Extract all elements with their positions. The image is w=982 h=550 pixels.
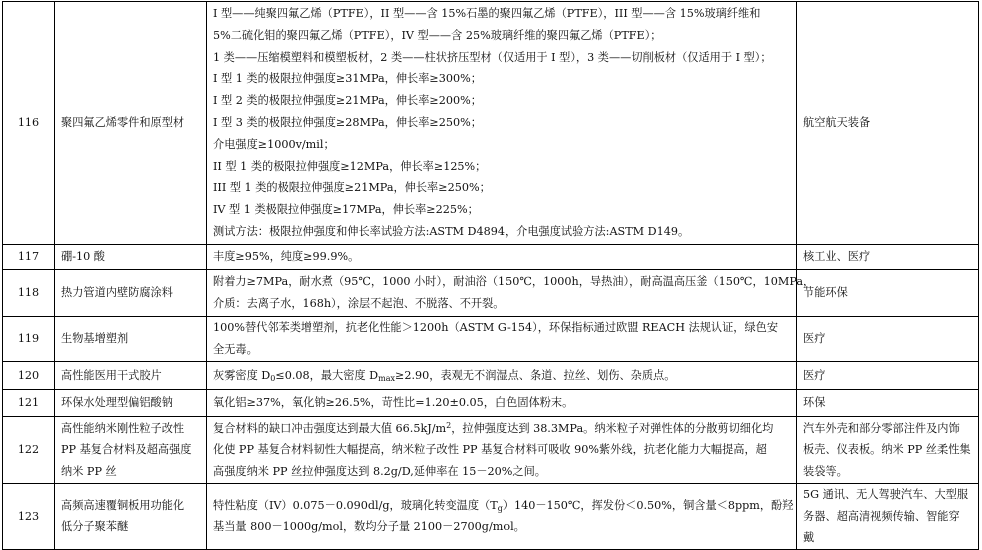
spec-line: 测试方法：极限拉伸强度和伸长率试验方法:ASTM D4894，介电强度试验方法:ASTM D149。 xyxy=(213,224,690,238)
subscript: 0 xyxy=(270,373,276,383)
spec-line: 高强度纳米 PP 丝拉伸强度达到 8.2g/D,延伸率在 15－20%之间。 xyxy=(213,464,546,478)
row-number: 123 xyxy=(3,483,55,549)
product-name xyxy=(55,416,207,483)
spec-line: 化使 PP 基复合材料韧性大幅提高，纳米粒子改性 PP 基复合材料可吸收 90%紫外线，抗老化能力大幅提高，超 xyxy=(213,443,767,457)
application-field xyxy=(797,483,979,549)
app-line: 戴 xyxy=(803,531,815,545)
app-line: 务器、超高清视频传输、智能穿 xyxy=(803,509,960,523)
application-field: 环保 xyxy=(797,389,979,416)
spec-text: ，拉伸强度达到 38.3MPa。纳米粒子对弹性体的分散剪切细化均 xyxy=(451,421,774,435)
product-name: 热力管道内壁防腐涂料 xyxy=(55,269,207,316)
app-line: 板壳、仪表板。纳米 PP 丝柔性集 xyxy=(803,443,971,457)
row-number: 117 xyxy=(3,244,55,269)
spec-line: 100%替代邻苯类增塑剂，抗老化性能＞1200h（ASTM G-154），环保指标通过欧盟 REACH 法规认证，绿色安 xyxy=(213,321,779,335)
app-line: 5G 通讯、无人驾驶汽车、大型服 xyxy=(803,488,969,502)
application-field: 核工业、医疗 xyxy=(797,244,979,269)
technical-spec xyxy=(207,389,797,416)
spec-text: 特性粘度（IV）0.075－0.090dl/g，玻璃化转变温度（T xyxy=(213,498,498,512)
spec-line: IV 型 1 类极限拉伸强度≥17MPa，伸长率≥225%； xyxy=(213,203,479,217)
spec-line xyxy=(213,495,794,517)
table-row xyxy=(3,244,979,269)
table-row xyxy=(3,361,979,389)
name-line: 纳米 PP 丝 xyxy=(61,464,117,478)
spec-text: ≤0.08，最大密度 D xyxy=(275,368,379,382)
name-line: 低分子聚苯醚 xyxy=(61,520,129,534)
spec-line: I 型 1 类的极限拉伸强度≥31MPa，伸长率≥300%； xyxy=(213,72,482,86)
name-line: 高频高速覆铜板用功能化 xyxy=(61,498,185,512)
application-field: 节能环保 xyxy=(797,269,979,316)
superscript: 2 xyxy=(446,420,452,430)
table-row xyxy=(3,389,979,416)
product-name xyxy=(55,483,207,549)
spec-line: 附着力≥7MPa，耐水煮（95℃，1000 小时），耐油浴（150℃，1000h，导热油），耐高温高压釜（150℃，10MPa， xyxy=(213,275,815,289)
name-line: 高性能纳米刚性粒子改性 xyxy=(61,421,185,435)
application-field: 航空航天装备 xyxy=(797,2,979,245)
product-name: 聚四氟乙烯零件和原型材 xyxy=(55,2,207,245)
spec-line xyxy=(213,365,790,387)
product-name: 生物基增塑剂 xyxy=(55,316,207,361)
spec-text: 复合材料的缺口冲击强度达到最大值 66.5kJ/m xyxy=(213,421,447,435)
row-number: 121 xyxy=(3,389,55,416)
spec-line: 1 类——压缩模塑料和模塑板材，2 类——柱状挤压型材（仅适用于 I 型），3 类——切削板材（仅适用于 I 型）； xyxy=(213,50,772,64)
technical-spec xyxy=(207,361,797,389)
technical-spec xyxy=(207,483,797,549)
application-field xyxy=(797,416,979,483)
spec-line: I 型 2 类的极限拉伸强度≥21MPa，伸长率≥200%； xyxy=(213,94,482,108)
table-row xyxy=(3,269,979,316)
spec-line: 丰度≥95%，纯度≥99.9%。 xyxy=(213,250,360,264)
row-number: 119 xyxy=(3,316,55,361)
row-number: 118 xyxy=(3,269,55,316)
technical-spec xyxy=(207,416,797,483)
table-row xyxy=(3,483,979,549)
product-name: 高性能医用干式胶片 xyxy=(55,361,207,389)
spec-line: 介电强度≥1000v/mil； xyxy=(213,137,335,151)
row-number: 120 xyxy=(3,361,55,389)
name-line: PP 基复合材料及超高强度 xyxy=(61,443,192,457)
application-field: 医疗 xyxy=(797,361,979,389)
spec-line: 全无毒。 xyxy=(213,342,258,356)
spec-line: II 型 1 类的极限拉伸强度≥12MPa，伸长率≥125%； xyxy=(213,159,487,173)
spec-line: 介质：去离子水，168h），涂层不起泡、不脱落、不开裂。 xyxy=(213,296,505,310)
spec-line: I 型 3 类的极限拉伸强度≥28MPa，伸长率≥250%； xyxy=(213,115,482,129)
spec-line: 基当量 800－1000g/mol，数均分子量 2100－2700g/mol。 xyxy=(213,520,525,534)
product-name: 硼-10 酸 xyxy=(55,244,207,269)
table-row xyxy=(3,316,979,361)
table-row xyxy=(3,2,979,245)
spec-table xyxy=(2,1,979,550)
spec-text: ≥2.90，表观无不润湿点、条道、拉丝、划伤、杂质点。 xyxy=(395,368,676,382)
spec-line: I 型——纯聚四氟乙烯（PTFE），II 型——含 15%石墨的聚四氟乙烯（PTFE），III 型——含 15%玻璃纤维和 xyxy=(213,7,761,20)
spec-text: ）140－150℃，挥发份＜0.50%，铜含量＜8ppm，酚羟 xyxy=(502,498,794,512)
spec-line: III 型 1 类的极限拉伸强度≥21MPa，伸长率≥250%； xyxy=(213,181,491,195)
row-number: 116 xyxy=(3,2,55,245)
spec-text: 灰雾密度 D xyxy=(213,368,271,382)
app-line: 汽车外壳和部分零部注件及内饰 xyxy=(803,421,960,435)
table-row xyxy=(3,416,979,483)
technical-spec xyxy=(207,316,797,361)
spec-line: 5%二硫化钼的聚四氟乙烯（PTFE），IV 型——含 25%玻璃纤维的聚四氟乙烯（PTFE）； xyxy=(213,28,662,42)
technical-spec xyxy=(207,2,797,245)
spec-line: 氧化铝≥37%，氧化钠≥26.5%，苛性比=1.20±0.05，白色固体粉末。 xyxy=(213,396,574,410)
subscript: g xyxy=(497,503,503,513)
subscript: max xyxy=(378,373,395,383)
app-line: 装袋等。 xyxy=(803,464,848,478)
technical-spec xyxy=(207,244,797,269)
application-field: 医疗 xyxy=(797,316,979,361)
technical-spec xyxy=(207,269,815,316)
product-name: 环保水处理型偏铝酸钠 xyxy=(55,389,207,416)
spec-line xyxy=(213,418,790,440)
row-number: 122 xyxy=(3,416,55,483)
